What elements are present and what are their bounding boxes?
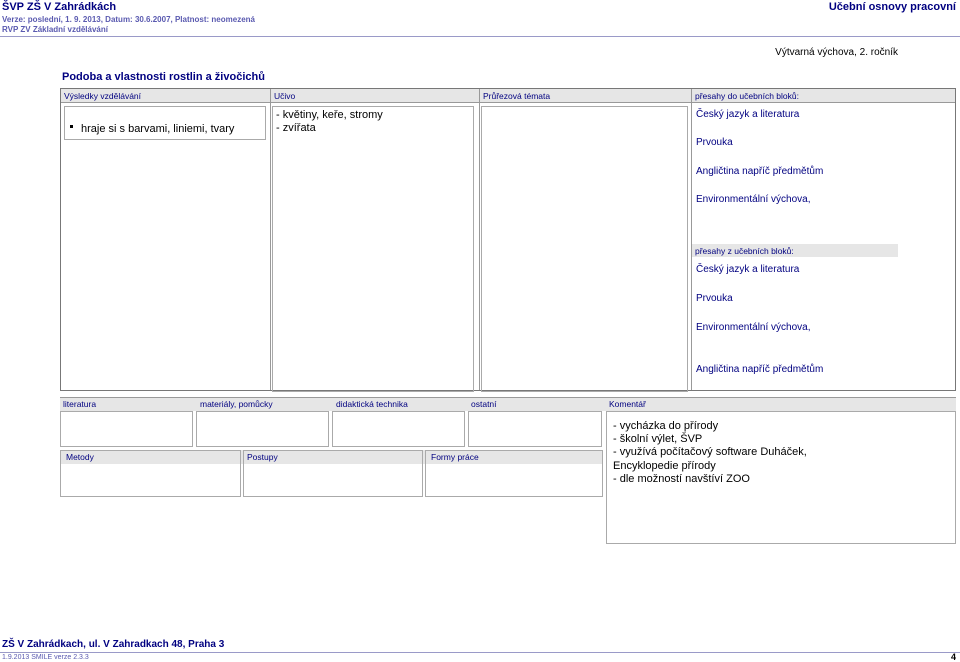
literature-box <box>60 411 193 447</box>
overlap-from-item: Angličtina napříč předmětům <box>696 364 824 375</box>
comment-line: - vycházka do přírody <box>613 420 719 432</box>
topics-cell <box>481 106 688 392</box>
overlaps-from-header: přesahy z učebních bloků: <box>692 244 898 257</box>
header-methods: Metody <box>66 452 94 462</box>
rvp-info: RVP ZV Základní vzdělávání <box>2 25 108 34</box>
result-item: hraje si s barvami, liniemi, tvary <box>70 123 234 135</box>
comment-line: - dle možností navštíví ZOO <box>613 472 750 485</box>
header-divider <box>0 36 960 37</box>
document-type: Učební osnovy pracovní <box>828 1 956 13</box>
overlap-to-item: Prvouka <box>696 137 733 148</box>
comment-line: Encyklopedie přírody <box>613 459 716 472</box>
overlap-to-item: Environmentální výchova, <box>696 194 811 205</box>
overlap-to-item: Angličtina napříč předmětům <box>696 166 824 177</box>
forms-box <box>425 450 603 497</box>
footer-address: ZŠ V Zahrádkach, ul. V Zahradkach 48, Praha 3 <box>2 639 225 650</box>
technology-box <box>332 411 465 447</box>
materials-box <box>196 411 329 447</box>
header-topics: Průřezová témata <box>480 89 691 103</box>
header-other: ostatní <box>471 399 497 409</box>
footer-divider <box>0 652 960 653</box>
header-materials: materiály, pomůcky <box>200 399 273 409</box>
procedures-box <box>243 450 423 497</box>
comment-header-strip <box>606 397 956 411</box>
overlap-from-item: Environmentální výchova, <box>696 322 811 333</box>
comment-line: - využívá počítačový software Duháček, <box>613 446 807 459</box>
overlap-to-item: Český jazyk a literatura <box>696 109 800 120</box>
column-divider <box>479 89 480 390</box>
overlap-from-item: Český jazyk a literatura <box>696 264 800 275</box>
document-title: ŠVP ZŠ V Zahrádkách <box>2 1 117 13</box>
methods-box <box>60 450 241 497</box>
header-comment: Komentář <box>609 399 646 409</box>
curriculum-list <box>276 109 383 135</box>
subject-grade: Výtvarná výchova, 2. ročník <box>775 47 898 58</box>
curriculum-line: - květiny, keře, stromy <box>276 109 383 121</box>
other-box <box>468 411 602 447</box>
header-curriculum: Učivo <box>271 89 479 103</box>
header-technology: didaktická technika <box>336 399 408 409</box>
page-number: 4 <box>950 652 956 662</box>
comment-line: - školní výlet, ŠVP <box>613 433 703 446</box>
version-info: Verze: poslední, 1. 9. 2013, Datum: 30.6.2007, Platnost: neomezená <box>2 15 255 24</box>
header-forms: Formy práce <box>431 452 479 462</box>
header-literature: literatura <box>63 399 97 409</box>
resources-header-strip <box>60 397 607 411</box>
bullet-icon <box>70 125 73 128</box>
curriculum-line: - zvířata <box>276 122 316 134</box>
footer-version: 1.9.2013 SMILE verze 2.3.3 <box>2 654 89 661</box>
header-overlaps-to: přesahy do učebních bloků: <box>692 89 955 103</box>
curriculum-cell <box>272 106 474 392</box>
section-title: Podoba a vlastnosti rostlin a živočichů <box>62 71 265 83</box>
header-results: Výsledky vzdělávání <box>61 89 270 103</box>
comment-text <box>613 420 807 486</box>
overlap-from-item: Prvouka <box>696 293 733 304</box>
header-procedures: Postupy <box>247 452 278 462</box>
column-divider <box>691 89 692 390</box>
column-divider <box>270 89 271 390</box>
